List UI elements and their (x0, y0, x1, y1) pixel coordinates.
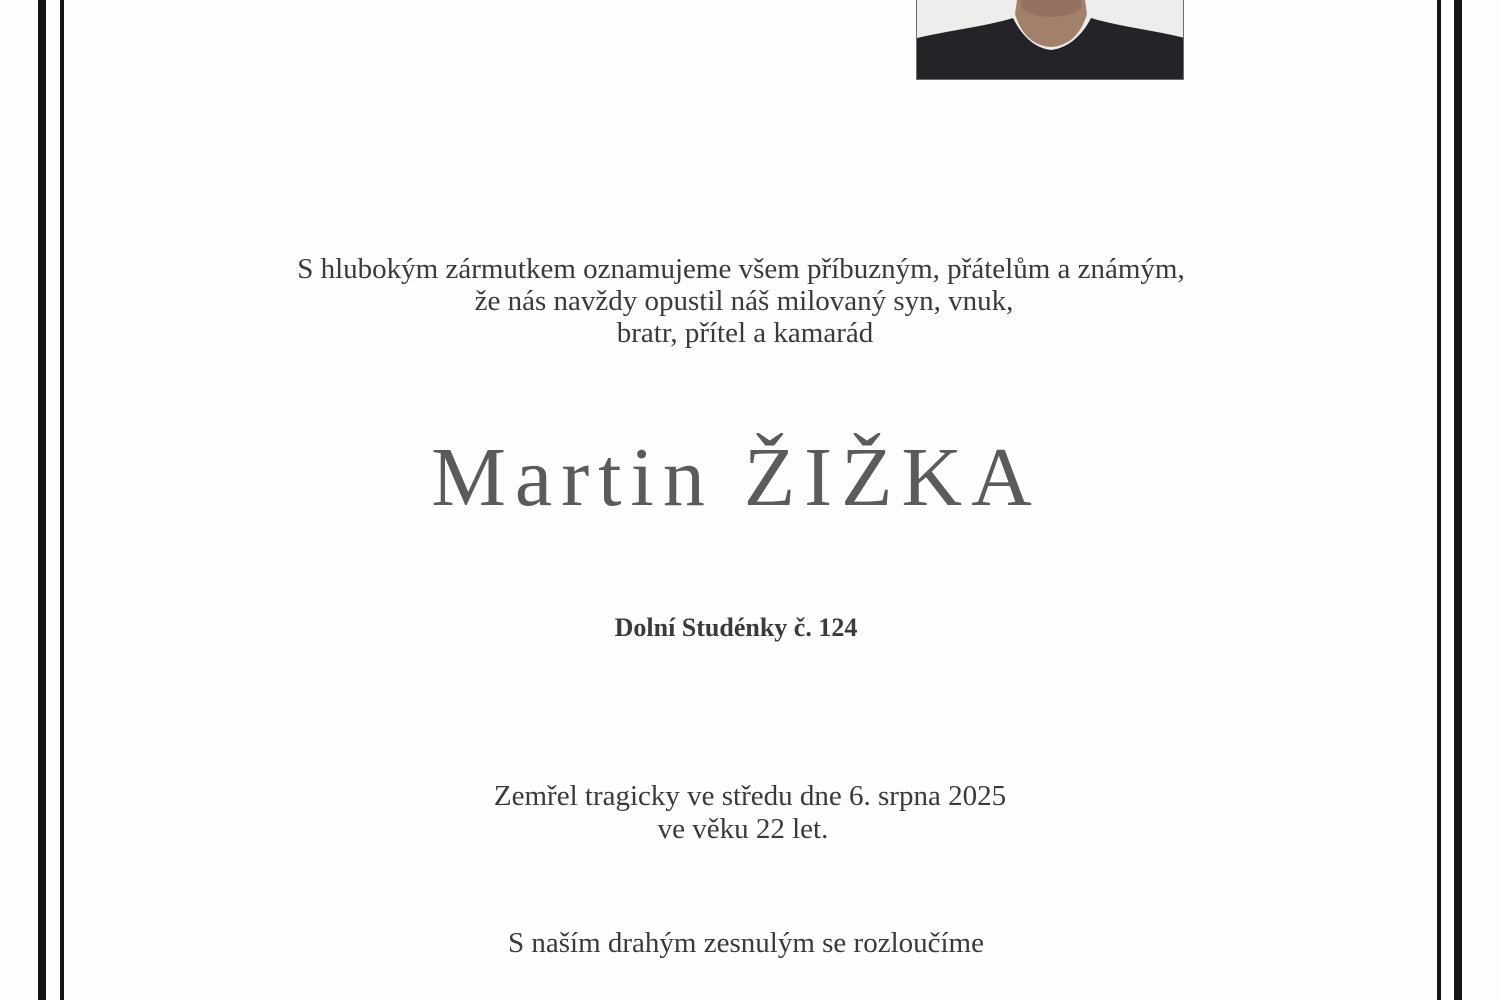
intro-line-3: bratr, přítel a kamarád (616, 317, 874, 349)
intro-line-2: že nás navždy opustil náš milovaný syn, vnuk, (474, 285, 1014, 317)
intro-text (0, 253, 1500, 349)
deceased-name: Martin ŽIŽKA (431, 431, 1041, 524)
address: Dolní Studénky č. 124 (614, 613, 858, 642)
farewell-text: S naším drahým zesnulým se rozloučíme (508, 927, 984, 959)
intro-line-1: S hlubokým zármutkem oznamujeme všem příbuzným, přátelům a známým, (297, 253, 1185, 285)
death-info (0, 780, 1500, 846)
age-line: ve věku 22 let. (657, 813, 829, 845)
portrait-image (917, 0, 1184, 80)
death-date-line: Zemřel tragicky ve středu dne 6. srpna 2025 (493, 780, 1007, 812)
portrait-photo (916, 0, 1184, 80)
